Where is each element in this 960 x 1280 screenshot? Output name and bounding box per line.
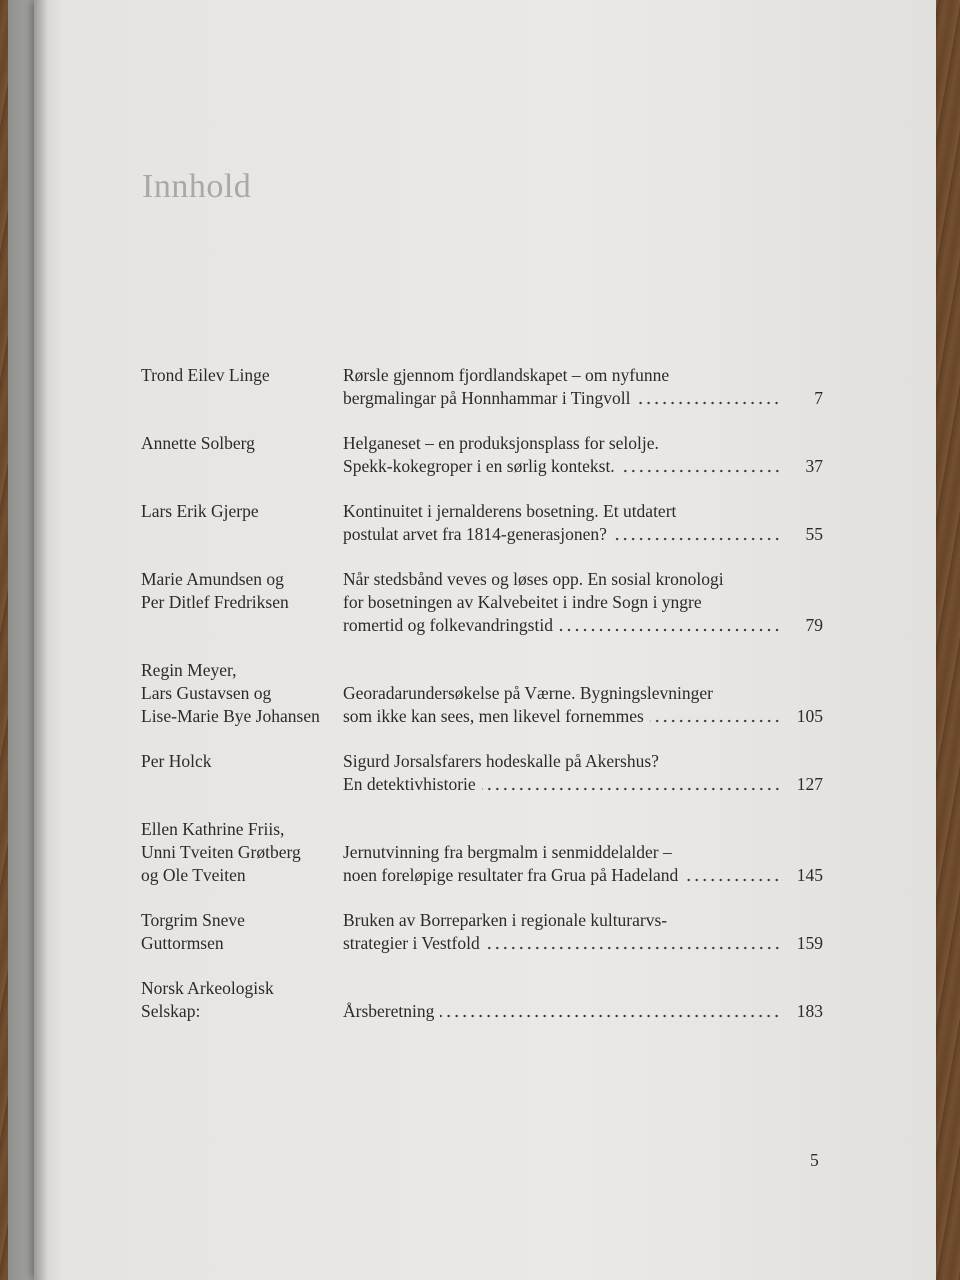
author-name: Lise-Marie Bye Johansen [141, 706, 320, 726]
article-title-line: Årsberetning [343, 1001, 435, 1021]
toc-authors [141, 500, 343, 546]
line-spacer [343, 659, 823, 682]
author-name: Trond Eilev Linge [141, 365, 270, 385]
dot-leader [440, 1014, 781, 1018]
article-title-line: som ikke kan sees, men likevel fornemmes [343, 706, 644, 726]
article-title-line: Spekk-kokegroper i en sørlig kontekst. [343, 456, 615, 476]
author-name: Guttormsen [141, 933, 224, 953]
toc-page-number: 145 [796, 865, 823, 885]
toc-page-number: 159 [796, 933, 823, 953]
table-of-contents [141, 364, 823, 1045]
article-title-line: for bosetningen av Kalvebeitet i indre Sogn i yngre [343, 592, 702, 612]
article-title-last-line [343, 387, 823, 410]
toc-title-block [343, 750, 823, 796]
toc-title-block [343, 568, 823, 637]
article-title-last-line [343, 773, 823, 796]
toc-title-block [343, 500, 823, 546]
article-title-line: Jernutvinning fra bergmalm i senmiddelalder – [343, 842, 672, 862]
author-name: Unni Tveiten Grøtberg [141, 842, 301, 862]
article-title-line: Sigurd Jorsalsfarers hodeskalle på Akershus? [343, 751, 659, 771]
toc-entry [141, 977, 823, 1023]
toc-authors [141, 909, 343, 955]
article-title-line: Når stedsbånd veves og løses opp. En sosial kronologi [343, 569, 724, 589]
author-name: Lars Erik Gjerpe [141, 501, 259, 521]
toc-entry [141, 364, 823, 410]
toc-page-number: 7 [814, 388, 823, 408]
article-title-last-line [343, 705, 823, 728]
toc-authors [141, 977, 343, 1023]
article-title-line: romertid og folkevandringstid [343, 615, 553, 635]
author-name: Per Holck [141, 751, 212, 771]
toc-entry [141, 432, 823, 478]
book-page [34, 0, 936, 1280]
toc-title-block [343, 659, 823, 728]
toc-page-number: 105 [796, 706, 823, 726]
article-title-line: Helganeset – en produksjonsplass for selolje. [343, 433, 659, 453]
article-title-last-line [343, 523, 823, 546]
toc-entry [141, 818, 823, 887]
toc-entry [141, 750, 823, 796]
toc-title-block [343, 364, 823, 410]
toc-title-block [343, 432, 823, 478]
author-name: Lars Gustavsen og [141, 683, 272, 703]
author-name: Regin Meyer, [141, 660, 237, 680]
spine-shadow [34, 0, 48, 1280]
dot-leader [486, 946, 781, 950]
author-name: Selskap: [141, 1001, 201, 1021]
toc-page-number: 55 [805, 524, 823, 544]
article-title-last-line [343, 864, 823, 887]
toc-authors [141, 364, 343, 410]
dot-leader [559, 628, 781, 632]
line-spacer [343, 977, 823, 1000]
author-name: Torgrim Sneve [141, 910, 245, 930]
dot-leader [482, 787, 781, 791]
article-title-line: Bruken av Borreparken i regionale kulturarvs- [343, 910, 668, 930]
toc-page-number: 183 [796, 1001, 823, 1021]
toc-authors [141, 568, 343, 637]
line-spacer [343, 818, 823, 841]
toc-authors [141, 432, 343, 478]
article-title-line: postulat arvet fra 1814-generasjonen? [343, 524, 607, 544]
article-title-last-line [343, 1000, 823, 1023]
toc-authors [141, 750, 343, 796]
page-title: Innhold [142, 168, 252, 205]
toc-entry [141, 909, 823, 955]
toc-page-number: 37 [805, 456, 823, 476]
article-title-last-line [343, 614, 823, 637]
dot-leader [650, 719, 781, 723]
article-title-line: noen foreløpige resultater fra Grua på Hadeland [343, 865, 679, 885]
author-name: og Ole Tveiten [141, 865, 246, 885]
dot-leader [684, 878, 781, 882]
page-number: 5 [810, 1150, 819, 1170]
article-title-line: Georadarundersøkelse på Værne. Bygningslevninger [343, 683, 713, 703]
author-name: Norsk Arkeologisk [141, 978, 274, 998]
dot-leader [636, 401, 781, 405]
toc-page-number: 79 [805, 615, 823, 635]
article-title-line: Kontinuitet i jernalderens bosetning. Et utdatert [343, 501, 677, 521]
article-title-line: Rørsle gjennom fjordlandskapet – om nyfunne [343, 365, 670, 385]
article-title-last-line [343, 455, 823, 478]
toc-entry [141, 500, 823, 546]
author-name: Ellen Kathrine Friis, [141, 819, 285, 839]
toc-title-block [343, 818, 823, 887]
toc-page-number: 127 [796, 774, 823, 794]
toc-authors [141, 659, 343, 728]
toc-title-block [343, 977, 823, 1023]
author-name: Per Ditlef Fredriksen [141, 592, 289, 612]
toc-entry [141, 659, 823, 728]
author-name: Annette Solberg [141, 433, 255, 453]
article-title-last-line [343, 932, 823, 955]
dot-leader [621, 469, 781, 473]
toc-authors [141, 818, 343, 887]
author-name: Marie Amundsen og [141, 569, 284, 589]
article-title-line: bergmalingar på Honnhammar i Tingvoll [343, 388, 631, 408]
toc-entry [141, 568, 823, 637]
dot-leader [613, 537, 781, 541]
article-title-line: En detektivhistorie [343, 774, 476, 794]
article-title-line: strategier i Vestfold [343, 933, 480, 953]
toc-title-block [343, 909, 823, 955]
